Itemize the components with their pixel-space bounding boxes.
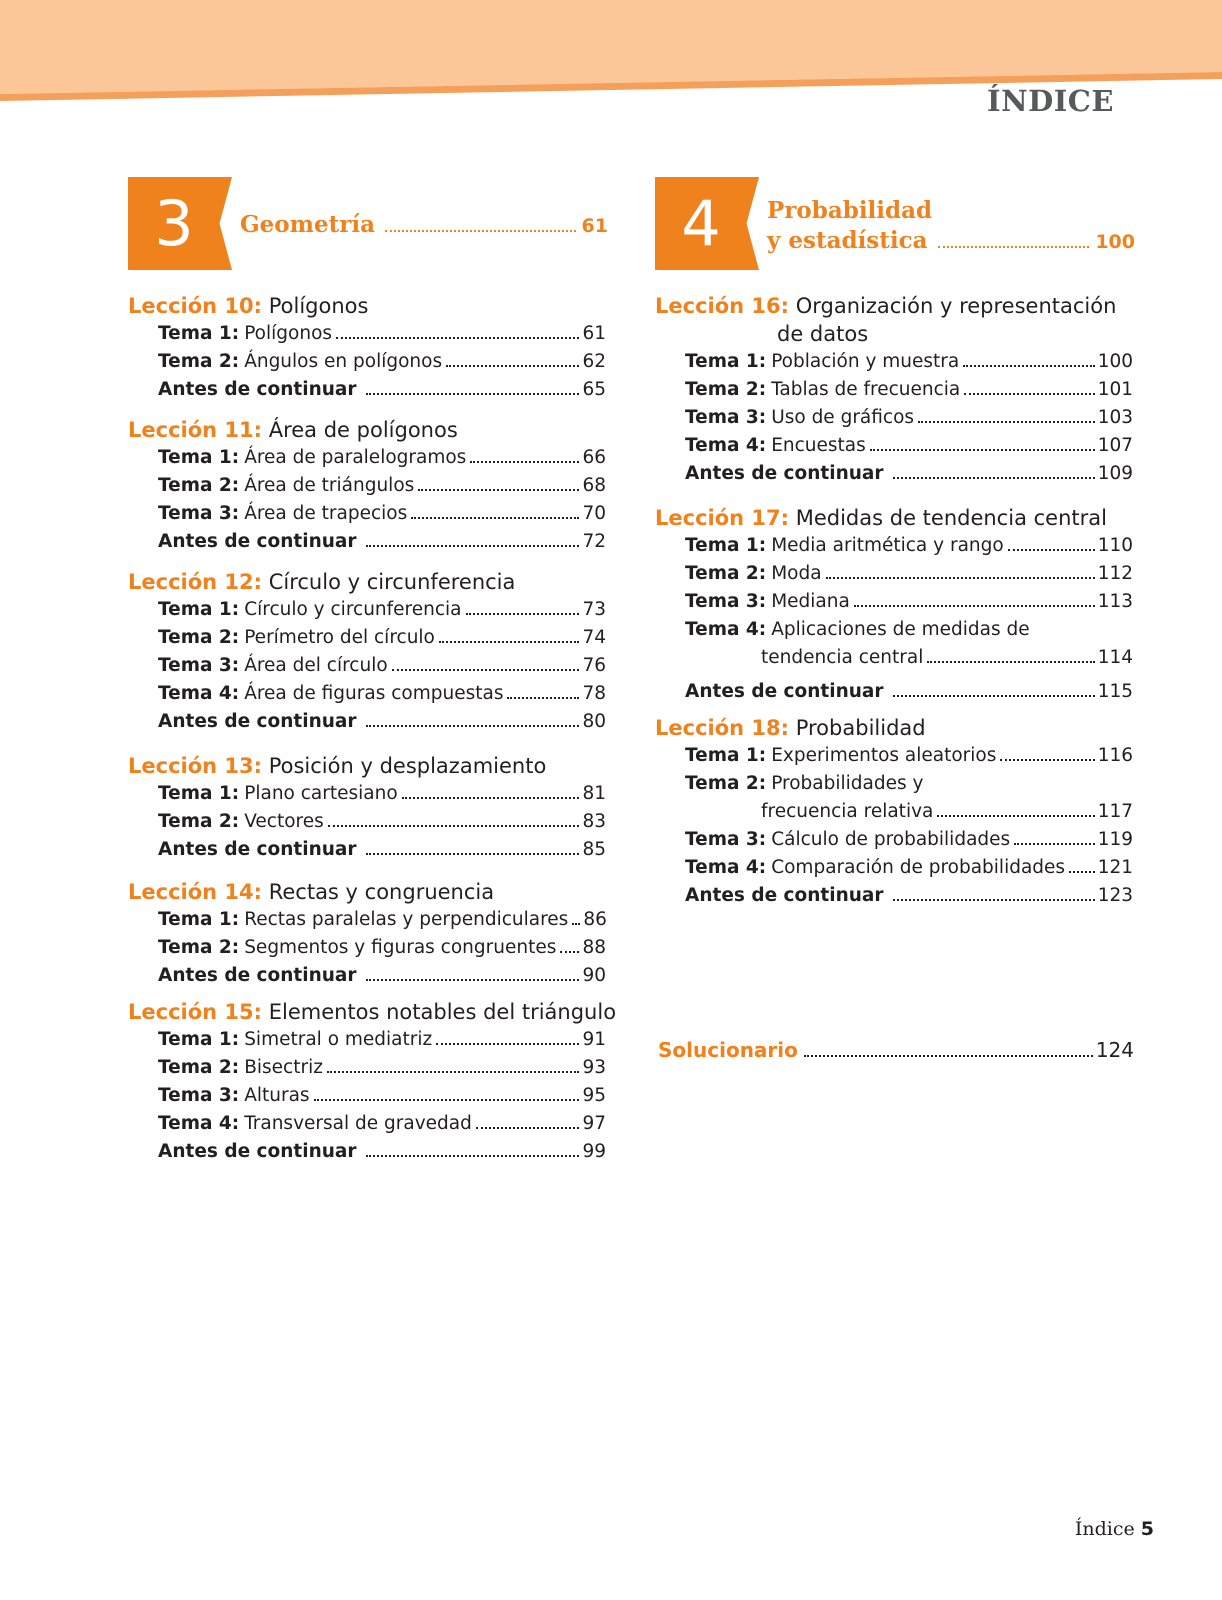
- toc-entry[interactable]: [158, 680, 606, 708]
- lesson-16: [655, 292, 1133, 488]
- unit-page: 61: [581, 215, 608, 237]
- entry-text-continued: frecuencia relativa: [761, 801, 934, 822]
- leader-dots: [439, 641, 580, 643]
- toc-entry[interactable]: [685, 678, 1133, 706]
- entry-text: Área de trapecios: [244, 503, 408, 524]
- toc-entry[interactable]: [685, 588, 1133, 616]
- leader-dots: [870, 449, 1095, 451]
- entry-label: Tema 1:: [685, 535, 767, 556]
- toc-entry[interactable]: [685, 826, 1133, 854]
- leader-dots: [327, 1071, 580, 1073]
- entry-text: Simetral o mediatriz: [244, 1029, 433, 1050]
- leader-dots: [507, 697, 579, 699]
- entry-page: 109: [1097, 463, 1133, 484]
- entry-text: Comparación de probabilidades: [771, 857, 1066, 878]
- unit-title-text: Probabilidad: [767, 197, 933, 224]
- entry-page: 103: [1097, 407, 1133, 428]
- entry-label: Tema 3:: [158, 655, 240, 676]
- lesson-title-continued: de datos: [777, 322, 869, 346]
- toc-entry[interactable]: [158, 808, 606, 836]
- toc-entry[interactable]: [158, 1082, 606, 1110]
- lesson-label: Lección 17:: [655, 506, 790, 530]
- toc-entry[interactable]: [158, 934, 606, 962]
- lesson-18: [655, 714, 1133, 910]
- lesson-title: Organización y representación: [795, 294, 1117, 318]
- lesson-title: Elementos notables del triángulo: [268, 1000, 617, 1024]
- toc-entry[interactable]: [158, 962, 606, 990]
- lesson-label: Lección 18:: [655, 716, 790, 740]
- leader-dots: [470, 461, 579, 463]
- lesson-title: Polígonos: [268, 294, 369, 318]
- entry-label: Antes de continuar: [158, 531, 357, 552]
- entry-text: Rectas paralelas y perpendiculares: [244, 909, 569, 930]
- toc-entry[interactable]: [685, 854, 1133, 882]
- entry-label: Tema 2:: [685, 563, 767, 584]
- entry-label: Tema 3:: [158, 503, 240, 524]
- entry-text: Polígonos: [244, 323, 333, 344]
- entry-label: Antes de continuar: [685, 681, 884, 702]
- leader-dots: [366, 853, 580, 855]
- unit-4-header: [655, 177, 1135, 273]
- entry-text-continued: tendencia central: [761, 647, 924, 668]
- leader-dots: [476, 1127, 580, 1129]
- leader-dots: [938, 246, 1090, 248]
- leader-dots: [1008, 549, 1095, 551]
- entry-page: 114: [1097, 647, 1133, 668]
- leader-dots: [411, 517, 579, 519]
- solucionario-page: 124: [1095, 1038, 1134, 1062]
- toc-entry[interactable]: [158, 1138, 606, 1166]
- lesson-heading: [128, 752, 606, 780]
- leader-dots: [314, 1099, 580, 1101]
- toc-entry[interactable]: [685, 742, 1133, 770]
- entry-text: Tablas de frecuencia: [771, 379, 961, 400]
- leader-dots: [937, 815, 1094, 817]
- leader-dots: [893, 477, 1095, 479]
- leader-dots: [826, 577, 1095, 579]
- toc-entry[interactable]: [158, 1054, 606, 1082]
- entry-text: Área del círculo: [244, 655, 388, 676]
- lesson-heading: [128, 998, 617, 1026]
- lesson-label: Lección 15:: [128, 1000, 263, 1024]
- entry-label: Tema 3:: [685, 407, 767, 428]
- lesson-17: [655, 504, 1133, 706]
- entry-page: 81: [582, 783, 606, 804]
- entry-text: Moda: [771, 563, 822, 584]
- entry-page: 107: [1097, 435, 1133, 456]
- unit-page: 100: [1095, 231, 1135, 253]
- entry-label: Tema 1:: [158, 783, 240, 804]
- lesson-heading: [655, 292, 1133, 348]
- entry-page: 85: [582, 839, 606, 860]
- leader-dots: [804, 1055, 1093, 1057]
- entry-text: Área de figuras compuestas: [244, 683, 504, 704]
- entry-page: 72: [582, 531, 606, 552]
- toc-entry[interactable]: [685, 560, 1133, 588]
- leader-dots: [366, 979, 580, 981]
- page-footer: [1075, 1518, 1154, 1540]
- entry-page: 65: [582, 379, 606, 400]
- entry-label: Tema 2:: [158, 1057, 240, 1078]
- toc-entry[interactable]: [158, 1026, 606, 1054]
- entry-page: 119: [1097, 829, 1133, 850]
- entry-text: Perímetro del círculo: [244, 627, 435, 648]
- lesson-heading: [128, 878, 606, 906]
- lesson-heading: [128, 568, 606, 596]
- toc-entry[interactable]: [158, 320, 606, 348]
- entry-label: Tema 1:: [158, 323, 240, 344]
- toc-entry[interactable]: [685, 348, 1133, 376]
- entry-label: Tema 1:: [158, 447, 240, 468]
- toc-entry[interactable]: [158, 652, 606, 680]
- entry-text: Área de triángulos: [244, 475, 415, 496]
- entry-page: 76: [582, 655, 606, 676]
- toc-entry[interactable]: [685, 376, 1133, 404]
- entry-text: Cálculo de probabilidades: [771, 829, 1011, 850]
- entry-text: Transversal de gravedad: [244, 1113, 472, 1134]
- leader-dots: [328, 825, 580, 827]
- entry-text: Población y muestra: [771, 351, 960, 372]
- toc-entry[interactable]: [158, 1110, 606, 1138]
- leader-dots: [392, 669, 580, 671]
- entry-label: Tema 1:: [158, 599, 240, 620]
- entry-page: 66: [582, 447, 606, 468]
- entry-text: Área de paralelogramos: [244, 447, 467, 468]
- entry-page: 113: [1097, 591, 1133, 612]
- entry-text: Bisectriz: [244, 1057, 323, 1078]
- entry-page: 123: [1097, 885, 1133, 906]
- entry-page: 95: [582, 1085, 606, 1106]
- lesson-title: Círculo y circunferencia: [268, 570, 516, 594]
- entry-page: 101: [1097, 379, 1133, 400]
- leader-dots: [854, 605, 1095, 607]
- toc-entry[interactable]: [158, 472, 606, 500]
- lesson-title: Área de polígonos: [268, 418, 458, 442]
- lesson-title: Posición y desplazamiento: [268, 754, 547, 778]
- entry-page: 110: [1097, 535, 1133, 556]
- entry-label: Tema 4:: [685, 619, 767, 640]
- unit-title-text: Geometría: [240, 211, 375, 238]
- page-title: ÍNDICE: [987, 84, 1114, 118]
- toc-entry[interactable]: [158, 780, 606, 808]
- lesson-10: [128, 292, 606, 404]
- lesson-label: Lección 12:: [128, 570, 263, 594]
- entry-label: Tema 1:: [685, 745, 767, 766]
- entry-page: 68: [582, 475, 606, 496]
- entry-first-line: [685, 770, 923, 798]
- leader-dots: [918, 421, 1095, 423]
- leader-dots: [366, 545, 580, 547]
- entry-label: Tema 3:: [685, 829, 767, 850]
- entry-page: 112: [1097, 563, 1133, 584]
- toc-entry[interactable]: [158, 376, 606, 404]
- leader-dots: [1069, 871, 1095, 873]
- entry-label: Tema 1:: [685, 351, 767, 372]
- entry-page: 88: [582, 937, 606, 958]
- solucionario-entry[interactable]: [658, 1038, 1134, 1062]
- toc-entry[interactable]: [685, 616, 1133, 672]
- entry-label: Antes de continuar: [158, 379, 357, 400]
- leader-dots: [418, 489, 579, 491]
- entry-page: 121: [1097, 857, 1133, 878]
- lesson-label: Lección 11:: [128, 418, 263, 442]
- leader-dots: [1000, 759, 1094, 761]
- entry-text: Alturas: [244, 1085, 310, 1106]
- entry-label: Antes de continuar: [685, 463, 884, 484]
- unit-title-line-2: [767, 227, 1135, 254]
- leader-dots: [893, 695, 1095, 697]
- leader-dots: [927, 661, 1094, 663]
- entry-label: Tema 4:: [685, 435, 767, 456]
- leader-dots: [366, 725, 580, 727]
- lesson-heading: [655, 714, 1133, 742]
- lesson-label: Lección 14:: [128, 880, 263, 904]
- leader-dots: [366, 1155, 580, 1157]
- leader-dots: [560, 951, 579, 953]
- leader-dots: [893, 899, 1095, 901]
- entry-page: 78: [582, 683, 606, 704]
- leader-dots: [964, 393, 1094, 395]
- entry-page: 80: [582, 711, 606, 732]
- entry-label: Tema 3:: [685, 591, 767, 612]
- entry-label: Tema 1:: [158, 909, 240, 930]
- lesson-heading: [655, 504, 1133, 532]
- footer-label: Índice: [1074, 1518, 1135, 1540]
- toc-entry[interactable]: [158, 500, 606, 528]
- entry-label: Tema 2:: [158, 811, 240, 832]
- unit-title-line-1: [767, 197, 1135, 224]
- leader-dots: [385, 230, 576, 232]
- entry-page: 90: [582, 965, 606, 986]
- toc-entry[interactable]: [685, 460, 1133, 488]
- entry-page: 74: [582, 627, 606, 648]
- lesson-12: [128, 568, 606, 736]
- entry-label: Antes de continuar: [158, 965, 357, 986]
- toc-entry[interactable]: [158, 528, 606, 556]
- leader-dots: [436, 1043, 579, 1045]
- toc-entry[interactable]: [158, 708, 606, 736]
- entry-label: Antes de continuar: [158, 839, 357, 860]
- leader-dots: [963, 365, 1094, 367]
- entry-text: Círculo y circunferencia: [244, 599, 462, 620]
- lesson-heading: [128, 292, 606, 320]
- toc-entry[interactable]: [158, 444, 606, 472]
- entry-text: Uso de gráficos: [771, 407, 915, 428]
- leader-dots: [572, 923, 580, 925]
- entry-page: 70: [582, 503, 606, 524]
- toc-entry[interactable]: [158, 624, 606, 652]
- entry-page: 117: [1097, 801, 1133, 822]
- entry-text: Mediana: [771, 591, 850, 612]
- entry-page: 100: [1097, 351, 1133, 372]
- lesson-14: [128, 878, 606, 990]
- entry-label: Antes de continuar: [158, 1141, 357, 1162]
- leader-dots: [446, 365, 579, 367]
- entry-label: Tema 1:: [158, 1029, 240, 1050]
- toc-entry[interactable]: [685, 432, 1133, 460]
- lesson-heading: [128, 416, 606, 444]
- toc-entry[interactable]: [685, 770, 1133, 826]
- leader-dots: [336, 337, 579, 339]
- toc-entry[interactable]: [158, 596, 606, 624]
- entry-page: 62: [582, 351, 606, 372]
- lesson-15: [128, 998, 617, 1166]
- entry-page: 115: [1097, 681, 1133, 702]
- entry-page: 97: [582, 1113, 606, 1134]
- lesson-11: [128, 416, 606, 556]
- entry-first-line: [685, 616, 1030, 644]
- unit-3-header: [128, 177, 608, 273]
- leader-dots: [1014, 843, 1095, 845]
- entry-page: 116: [1097, 745, 1133, 766]
- entry-label: Tema 4:: [158, 683, 240, 704]
- leader-dots: [466, 613, 580, 615]
- toc-entry[interactable]: [685, 882, 1133, 910]
- toc-entry[interactable]: [158, 836, 606, 864]
- entry-page: 91: [582, 1029, 606, 1050]
- toc-entry[interactable]: [158, 348, 606, 376]
- entry-page: 73: [582, 599, 606, 620]
- unit-number: 4: [681, 187, 721, 260]
- lesson-title: Probabilidad: [795, 716, 926, 740]
- lesson-13: [128, 752, 606, 864]
- unit-number: 3: [154, 187, 194, 260]
- entry-label: Tema 2:: [158, 937, 240, 958]
- entry-label: Antes de continuar: [158, 711, 357, 732]
- leader-dots: [402, 797, 580, 799]
- entry-label: Tema 2:: [158, 627, 240, 648]
- entry-text: Media aritmética y rango: [771, 535, 1004, 556]
- solucionario-label: Solucionario: [658, 1038, 798, 1062]
- toc-entry[interactable]: [158, 906, 606, 934]
- entry-label: Tema 2:: [685, 379, 767, 400]
- unit-title: [240, 211, 608, 238]
- lesson-label: Lección 10:: [128, 294, 263, 318]
- entry-page: 99: [582, 1141, 606, 1162]
- entry-text: Segmentos y figuras congruentes: [244, 937, 557, 958]
- entry-text: Probabilidades y: [771, 773, 924, 794]
- page-number: 5: [1140, 1518, 1154, 1540]
- lesson-title: Medidas de tendencia central: [795, 506, 1107, 530]
- entry-page: 93: [582, 1057, 606, 1078]
- entry-label: Tema 2:: [158, 475, 240, 496]
- toc-entry[interactable]: [685, 404, 1133, 432]
- entry-page: 61: [582, 323, 606, 344]
- entry-label: Tema 4:: [158, 1113, 240, 1134]
- entry-text: Ángulos en polígonos: [244, 351, 443, 372]
- entry-page: 83: [582, 811, 606, 832]
- entry-page: 86: [583, 909, 607, 930]
- entry-text: Plano cartesiano: [244, 783, 398, 804]
- entry-label: Tema 2:: [685, 773, 767, 794]
- entry-text: Vectores: [244, 811, 324, 832]
- leader-dots: [366, 393, 580, 395]
- entry-label: Tema 4:: [685, 857, 767, 878]
- entry-text: Aplicaciones de medidas de: [771, 619, 1030, 640]
- entry-label: Tema 3:: [158, 1085, 240, 1106]
- entry-label: Antes de continuar: [685, 885, 884, 906]
- entry-text: Encuestas: [771, 435, 866, 456]
- unit-title-text: y estadística: [767, 227, 928, 254]
- toc-entry[interactable]: [685, 532, 1133, 560]
- entry-label: Tema 2:: [158, 351, 240, 372]
- lesson-label: Lección 13:: [128, 754, 263, 778]
- entry-text: Experimentos aleatorios: [771, 745, 997, 766]
- lesson-label: Lección 16:: [655, 294, 790, 318]
- lesson-title: Rectas y congruencia: [268, 880, 495, 904]
